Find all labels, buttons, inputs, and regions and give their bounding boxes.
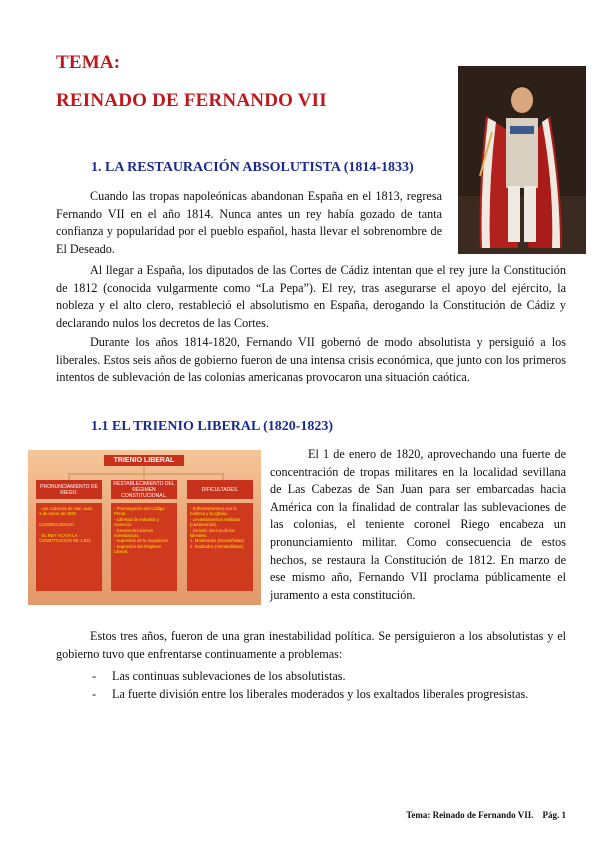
section-heading-trienio: 1.1 EL TRIENIO LIBERAL (1820-1823) xyxy=(91,419,334,434)
paragraph-inestabilidad xyxy=(56,628,566,663)
diagram-connector xyxy=(68,473,70,480)
paragraph-trienio xyxy=(270,446,566,604)
paragraph-text: Estos tres años, fueron de una gran inestabilidad política. Se persiguieron a los absolutistas y el gobierno tuvo que enfrentarse continuamente a problemas: xyxy=(56,629,566,661)
list-item: - La fuerte división entre los liberales moderados y los exaltados liberales progresistas. xyxy=(92,686,562,704)
diagram-column-dificultades xyxy=(187,480,253,591)
problems-list-container xyxy=(92,668,562,703)
diagram-connector xyxy=(222,473,224,480)
column-heading: RESTABLECIMIENTO DEL RÉGIMEN CONSTITUCIONAL. xyxy=(111,480,177,499)
column-heading: PRONUNCIAMIENTO DE RIEGO. xyxy=(36,480,102,499)
trienio-diagram xyxy=(28,450,261,605)
page-title: REINADO DE FERNANDO VII xyxy=(56,90,327,111)
column-content xyxy=(111,503,177,591)
paragraph-text: Durante los años 1814-1820, Fernando VII gobernó de modo absolutista y persiguió a los liberales. Estos seis años de gobierno fueron de una intensa crisis económica, que junto con los primeros intentos de sublevación de las colonias americanas provocaron una situación caótica. xyxy=(56,335,566,385)
portrait-image xyxy=(458,66,586,254)
diagram-title: TRIENIO LIBERAL xyxy=(104,455,184,466)
diagram-connector xyxy=(143,473,145,480)
column-text: - Enfrentamientos con la nobleza y la Iglesia. - Levantamientos realistas (campesinos). - División interna de los liberales: 1. Moderados (Doceañistas) 2. Exaltados (Veinteañistas). xyxy=(190,506,245,549)
column-content xyxy=(36,503,102,591)
page-footer: Tema: Reinado de Fernando VII. Pág. 1 xyxy=(406,810,566,820)
paragraph-3 xyxy=(56,334,566,387)
column-text: - Las Cabezas de San Juan. 1 de enero de 1820 CONSECUENCIA: - EL REY ACATA LA CONSTITUCIÓN DE 1.812 xyxy=(39,506,94,544)
diagram-column-restablecimiento xyxy=(111,480,177,591)
diagram-connector xyxy=(68,473,224,475)
page-label-tema: TEMA: xyxy=(56,52,121,73)
column-heading: DIFICULTADES. xyxy=(187,480,253,499)
diagram-column-riego xyxy=(36,480,102,591)
paragraph-text: Al llegar a España, los diputados de las Cortes de Cádiz intentan que el rey jure la Constitución de 1812 (conocida vulgarmente como “La Pepa”). El rey, tras asegurarse el apoyo del ejército, la nobleza y el alto clero, restableció el absolutismo en España, derogando la Constitución de Cádiz y declarando nulos los decretos de las Cortes. xyxy=(56,263,566,330)
list-item: - Las continuas sublevaciones de los absolutistas. xyxy=(92,668,562,686)
problems-list xyxy=(92,668,562,703)
portrait-illustration xyxy=(458,66,586,254)
column-content xyxy=(187,503,253,591)
paragraph-text: El 1 de enero de 1820, aprovechando una fuerte de concentración de tropas militares en la localidad sevillana de Las Cabezas de San Juan para ser embarcadas hacia América con la finalidad de contralar las sublevaciones de las colonias, el teniente coronel Riego encabeza un pronunciamiento militar. Como consecuencia de estos hechos, se restaura la Constitución de 1812. En marzo de ese mismo año, Fernando VII proclama públicamente el juramento a esta constitución. xyxy=(270,447,566,602)
column-text: - Promulgación del Código Penal. - Libertad de industria y comercio. - Desamortizaciones eclesiásticas. - Supresión de la Inquisición. - Supresión del Régimen Liberal. xyxy=(114,506,170,555)
paragraph-1 xyxy=(56,188,442,258)
section-heading-restauracion: 1. LA RESTAURACIÓN ABSOLUTISTA (1814-1833) xyxy=(91,160,414,175)
paragraph-text: Cuando las tropas napoleónicas abandonan España en el 1813, regresa Fernando VII en el año 1814. Nunca antes un rey había gozado de tanta confianza y popularidad por el pueblo español, hasta llevar el sobrenombre de El Deseado. xyxy=(56,189,442,256)
paragraph-2 xyxy=(56,262,566,332)
